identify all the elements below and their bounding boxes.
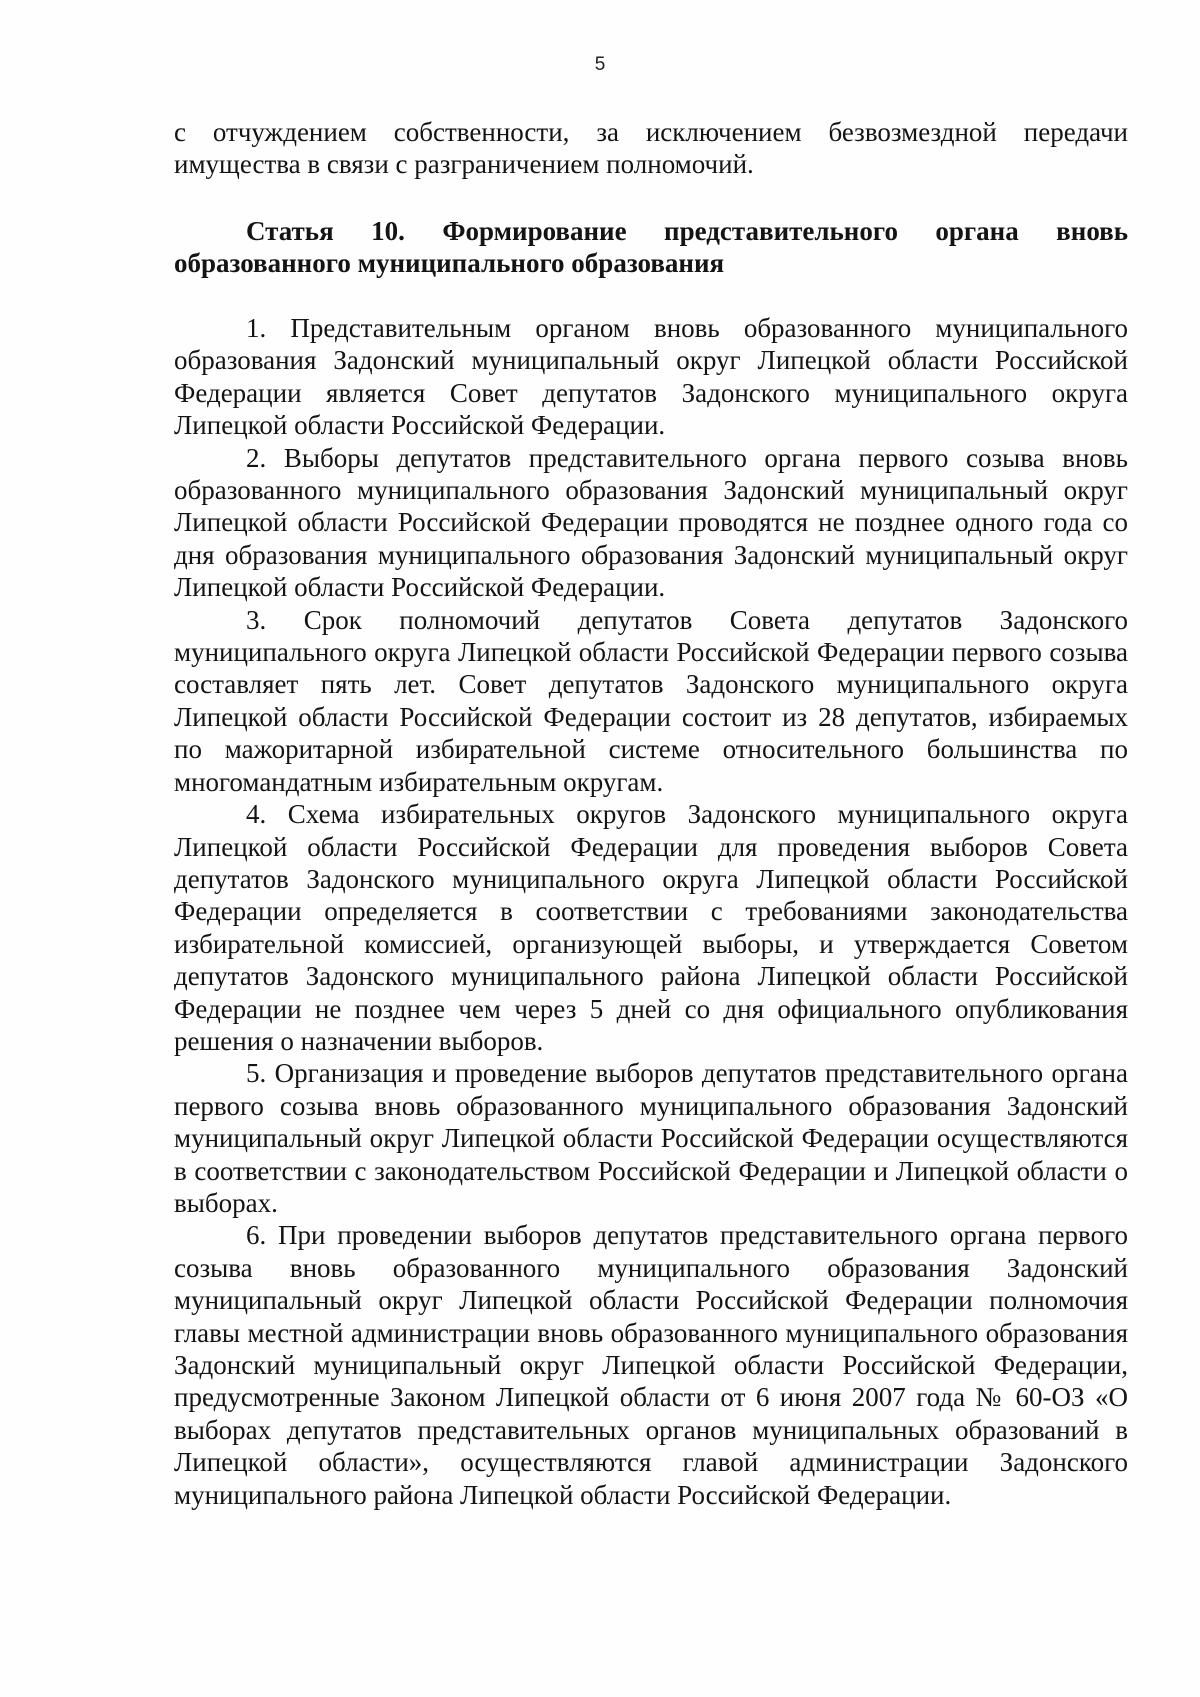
article-paragraph-3: 3. Срок полномочий депутатов Совета депутатов Задонского муниципального округа Липецкой области Российской Федерации первого созыва составляет пять лет. Совет депутатов Задонского муниципального округа Липецкой области Российской Федерации состоит из 28 депутатов, избираемых по мажоритарной избирательной системе относительного большинства по многомандатным избирательным округам. [174, 604, 1128, 797]
article-paragraph-6: 6. При проведении выборов депутатов представительного органа первого созыва вновь образованного муниципального образования Задонский муниципальный округ Липецкой области Российской Федерации полномочия главы местной администрации вновь образованного муниципального образования Задонский муниципальный округ Липецкой области Российской Федерации, предусмотренные Законом Липецкой области от 6 июня 2007 года № 60-ОЗ «О выборах депутатов представительных органов муниципальных образований в Липецкой области», осуществляются главой администрации Задонского муниципального района Липецкой области Российской Федерации. [174, 1220, 1128, 1510]
article-paragraphs [174, 312, 1128, 1511]
article-paragraph-2: 2. Выборы депутатов представительного органа первого созыва вновь образованного муниципального образования Задонский муниципальный округ Липецкой области Российской Федерации проводятся не позднее одного года со дня образования муниципального образования Задонский муниципальный округ Липецкой области Российской Федерации. [174, 442, 1128, 603]
intro-paragraph: с отчуждением собственности, за исключением безвозмездной передачи имущества в связи с разграничением полномочий. [174, 117, 1128, 180]
article-paragraph-5: 5. Организация и проведение выборов депутатов представительного органа первого созыва вновь образованного муниципального образования Задонский муниципальный округ Липецкой области Российской Федерации осуществляются в соответствии с законодательством Российской Федерации и Липецкой области о выборах. [174, 1058, 1128, 1218]
article-paragraph-1: 1. Представительным органом вновь образованного муниципального образования Задонский муниципальный округ Липецкой области Российской Федерации является Совет депутатов Задонского муниципального округа Липецкой области Российской Федерации. [174, 313, 1128, 441]
article-title: Статья 10. Формирование представительного органа вновь образованного муниципального образования [174, 216, 1128, 279]
page-number: 5 [594, 54, 606, 75]
article-paragraph-4: 4. Схема избирательных округов Задонского муниципального округа Липецкой области Российской Федерации для проведения выборов Совета депутатов Задонского муниципального округа Липецкой области Российской Федерации определяется в соответствии с требованиями законодательства избирательной комиссией, организующей выборы, и утверждается Советом депутатов Задонского муниципального района Липецкой области Российской Федерации не позднее чем через 5 дней со дня официального опубликования решения о назначении выборов. [174, 799, 1128, 1056]
